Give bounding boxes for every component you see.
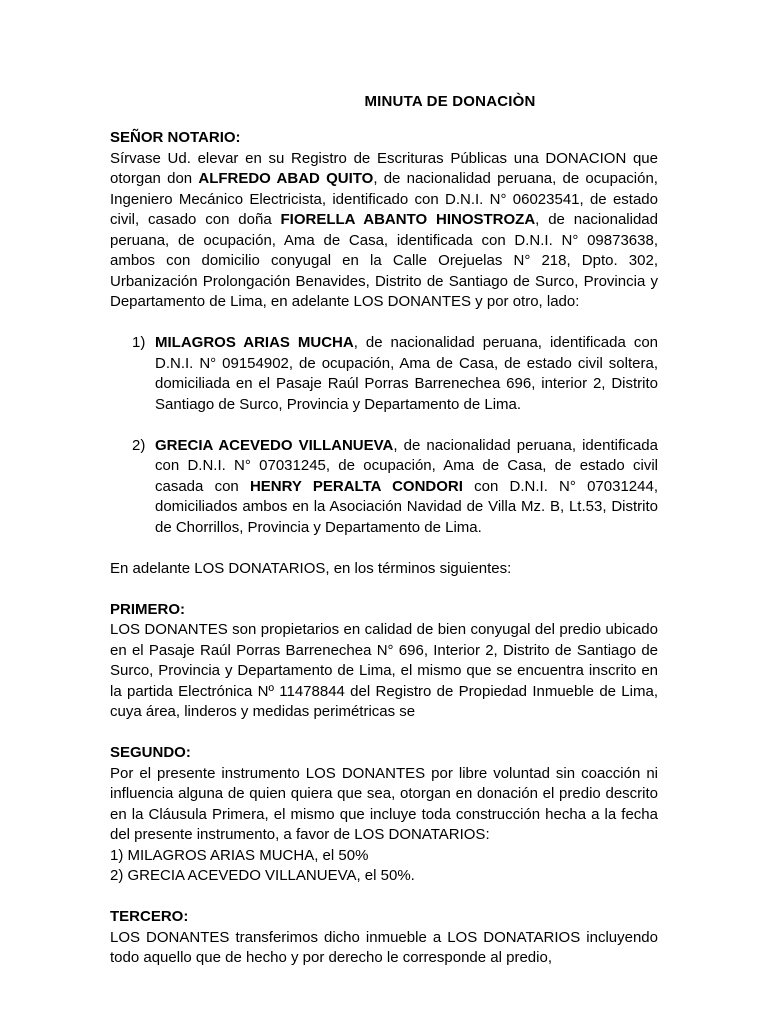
donee-name-2: GRECIA ACEVEDO VILLANUEVA: [155, 436, 394, 454]
donor-name-2: FIORELLA ABANTO HINOSTROZA: [280, 211, 536, 228]
tercero-heading: TERCERO:: [110, 908, 189, 925]
intro-text-3: , de nacionalidad peruana, de ocupación, Ama de Casa, identificada con D.N.I. N° 09873638, ambos con domicilio conyugal en la Calle Orejuelas N° 218, Dpto. 302, Urbanización Prolongación Benavides, Distrito de Santiago de Surco, Provincia y Departamento de Lima, en adelante LOS DONANTES y por otro, lado:: [110, 211, 658, 310]
donee-text-2b: con D.N.I. N° 07031244, domiciliados ambos en la Asociación Navidad de Villa Mz. B, Lt.53, Distrito de Chorrillos, Provincia y Departamento de Lima.: [155, 477, 658, 536]
spouse-name: HENRY PERALTA CONDORI: [249, 477, 463, 495]
document-title: MINUTA DE DONACIÒN: [364, 93, 536, 110]
salutation: SEÑOR NOTARIO:: [110, 129, 241, 146]
donee-name-1: MILAGROS ARIAS MUCHA: [155, 334, 354, 351]
donee-number-1: 1): [132, 334, 146, 351]
donee-item-2: [110, 436, 658, 539]
intro-text-1: Sírvase Ud. elevar en su Registro de Escrituras Públicas una DONACION que otorgan don: [110, 149, 658, 187]
segundo-text: Por el presente instrumento LOS DONANTES por libre voluntad sin coacción ni influencia alguna de quien quiera que sea, otorgan en donación el predio descrito en la Cláusula Primera, el mismo que incluye toda construcción hecha a la fecha del presente instrumento, a favor de LOS DONATARIOS:: [110, 764, 658, 843]
donor-name-1: ALFREDO ABAD QUITO: [198, 170, 374, 187]
donee-text-2a: , de nacionalidad peruana, identificada con D.N.I. N° 07031245, de ocupación, Ama de Casa, de estado civil casada con: [155, 436, 658, 495]
donee-text-1: , de nacionalidad peruana, identificada con D.N.I. N° 09154902, de ocupación, Ama de Casa, de estado civil soltera, domiciliada en el Pasaje Raúl Porras Barrenechea 696, interior 2, Distrito Santiago de Surco, Provincia y Departamento de Lima.: [155, 334, 658, 413]
segundo-line-1: 1) MILAGROS ARIAS MUCHA, el 50%: [110, 846, 369, 864]
intro-text-2: , de nacionalidad peruana, de ocupación, Ingeniero Mecánico Electricista, identificado con D.N.I. N° 06023541, de estado civil, casado con doña: [110, 170, 658, 228]
segundo-line-2: 2) GRECIA ACEVEDO VILLANUEVA, el 50%.: [110, 867, 415, 884]
tercero-text: LOS DONANTES transferimos dicho inmueble a LOS DONATARIOS incluyendo todo aquello que de hecho y por derecho le corresponde al predio,: [110, 928, 658, 966]
donees-closing: En adelante LOS DONATARIOS, en los términos siguientes:: [110, 559, 512, 577]
document-body: [110, 128, 658, 969]
primero-heading: PRIMERO:: [110, 600, 185, 618]
donee-number-2: 2): [132, 436, 146, 454]
donee-item-1: [110, 333, 658, 415]
intro-paragraph: [110, 149, 658, 313]
primero-text: LOS DONANTES son propietarios en calidad de bien conyugal del predio ubicado en el Pasaje Raúl Porras Barrenechea N° 696, Interior 2, Distrito de Santiago de Surco, Provincia y Departamento de Lima, el mismo que se encuentra inscrito en la partida Electrónica Nº 11478844 del Registro de Propiedad Inmueble de Lima, cuya área, linderos y medidas perimétricas se: [110, 621, 658, 720]
segundo-heading: SEGUNDO:: [110, 744, 191, 761]
